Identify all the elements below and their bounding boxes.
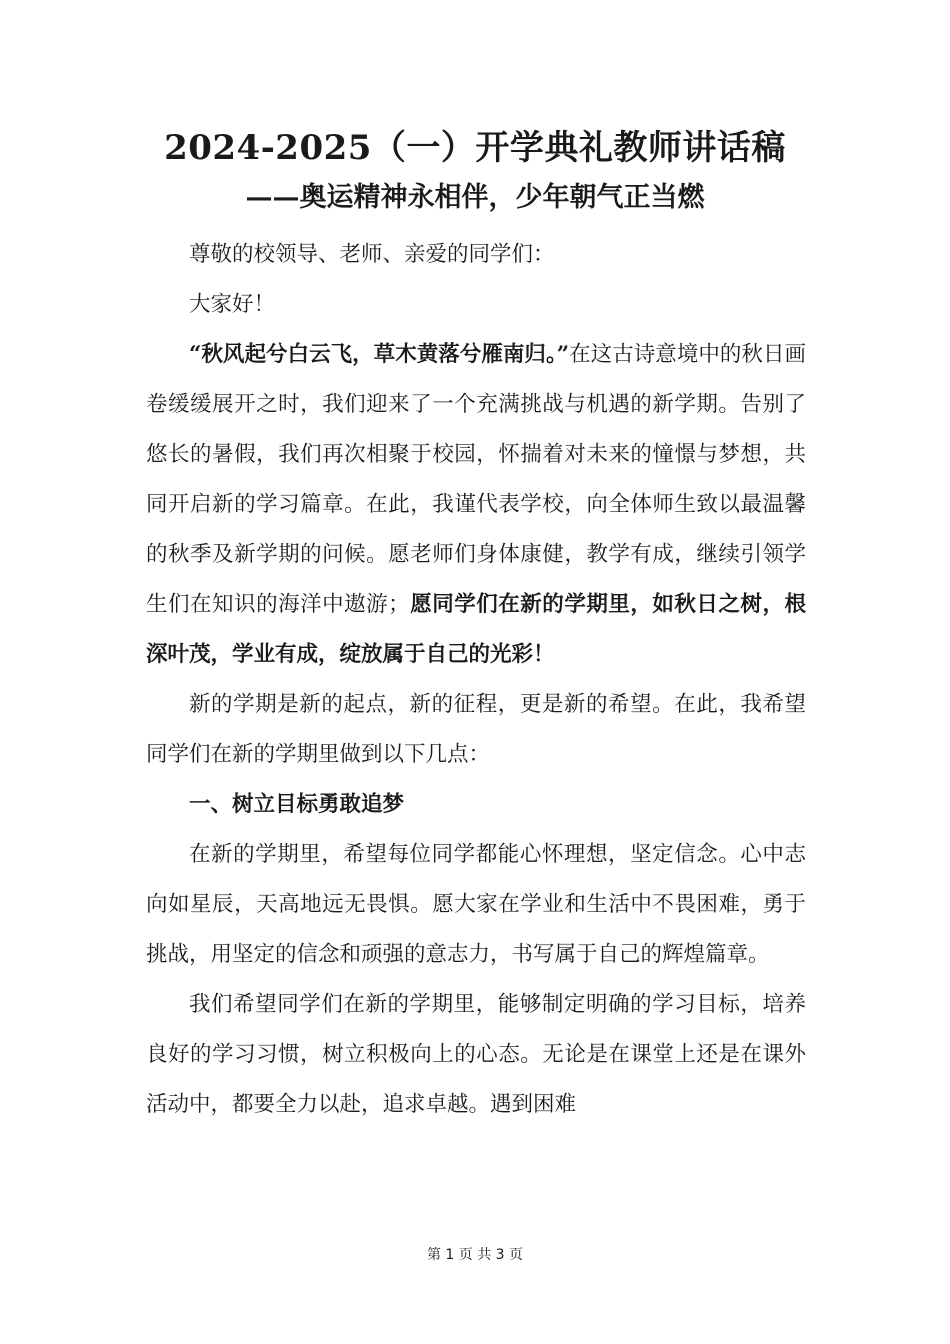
greeting: 大家好！ — [189, 292, 276, 317]
document-body — [146, 230, 806, 1130]
paragraph-4: 我们希望同学们在新的学期里，能够制定明确的学习目标，培养良好的学习习惯，树立积极向上的心态。无论是在课堂上还是在课外活动中，都要全力以赴，追求卓越。遇到困难 — [146, 992, 806, 1117]
salutation: 尊敬的校领导、老师、亲爱的同学们： — [189, 242, 555, 267]
page-footer: 第 1 页 共 3 页 — [426, 1247, 524, 1263]
document-title: 2024-2025（一）开学典礼教师讲话稿 — [164, 128, 786, 168]
paragraph-2: 新的学期是新的起点，新的征程，更是新的希望。在此，我希望同学们在新的学期里做到以下几点： — [146, 692, 806, 767]
paragraph-1-bold-wish: 愿同学们在新的学期里，如秋日之树，根深叶茂，学业有成，绽放属于自己的光彩！ — [146, 592, 806, 667]
poem-quote: “秋风起兮白云飞，草木黄落兮雁南归。” — [189, 342, 570, 367]
section-heading-1: 一、树立目标勇敢追梦 — [189, 792, 405, 817]
paragraph-3: 在新的学期里，希望每位同学都能心怀理想，坚定信念。心中志向如星辰，天高地远无畏惧。愿大家在学业和生活中不畏困难，勇于挑战，用坚定的信念和顽强的意志力，书写属于自己的辉煌篇章。 — [146, 842, 806, 967]
document-subtitle: ——奥运精神永相伴，少年朝气正当燃 — [245, 182, 705, 213]
paragraph-1-text: 在这古诗意境中的秋日画卷缓缓展开之时，我们迎来了一个充满挑战与机遇的新学期。告别了悠长的暑假，我们再次相聚于校园，怀揣着对未来的憧憬与梦想，共同开启新的学习篇章。在此，我谨代表学校，向全体师生致以最温馨的秋季及新学期的问候。愿老师们身体康健，教学有成，继续引领学生们在知识的海洋中遨游； — [146, 342, 806, 617]
paragraph-1 — [146, 330, 806, 680]
